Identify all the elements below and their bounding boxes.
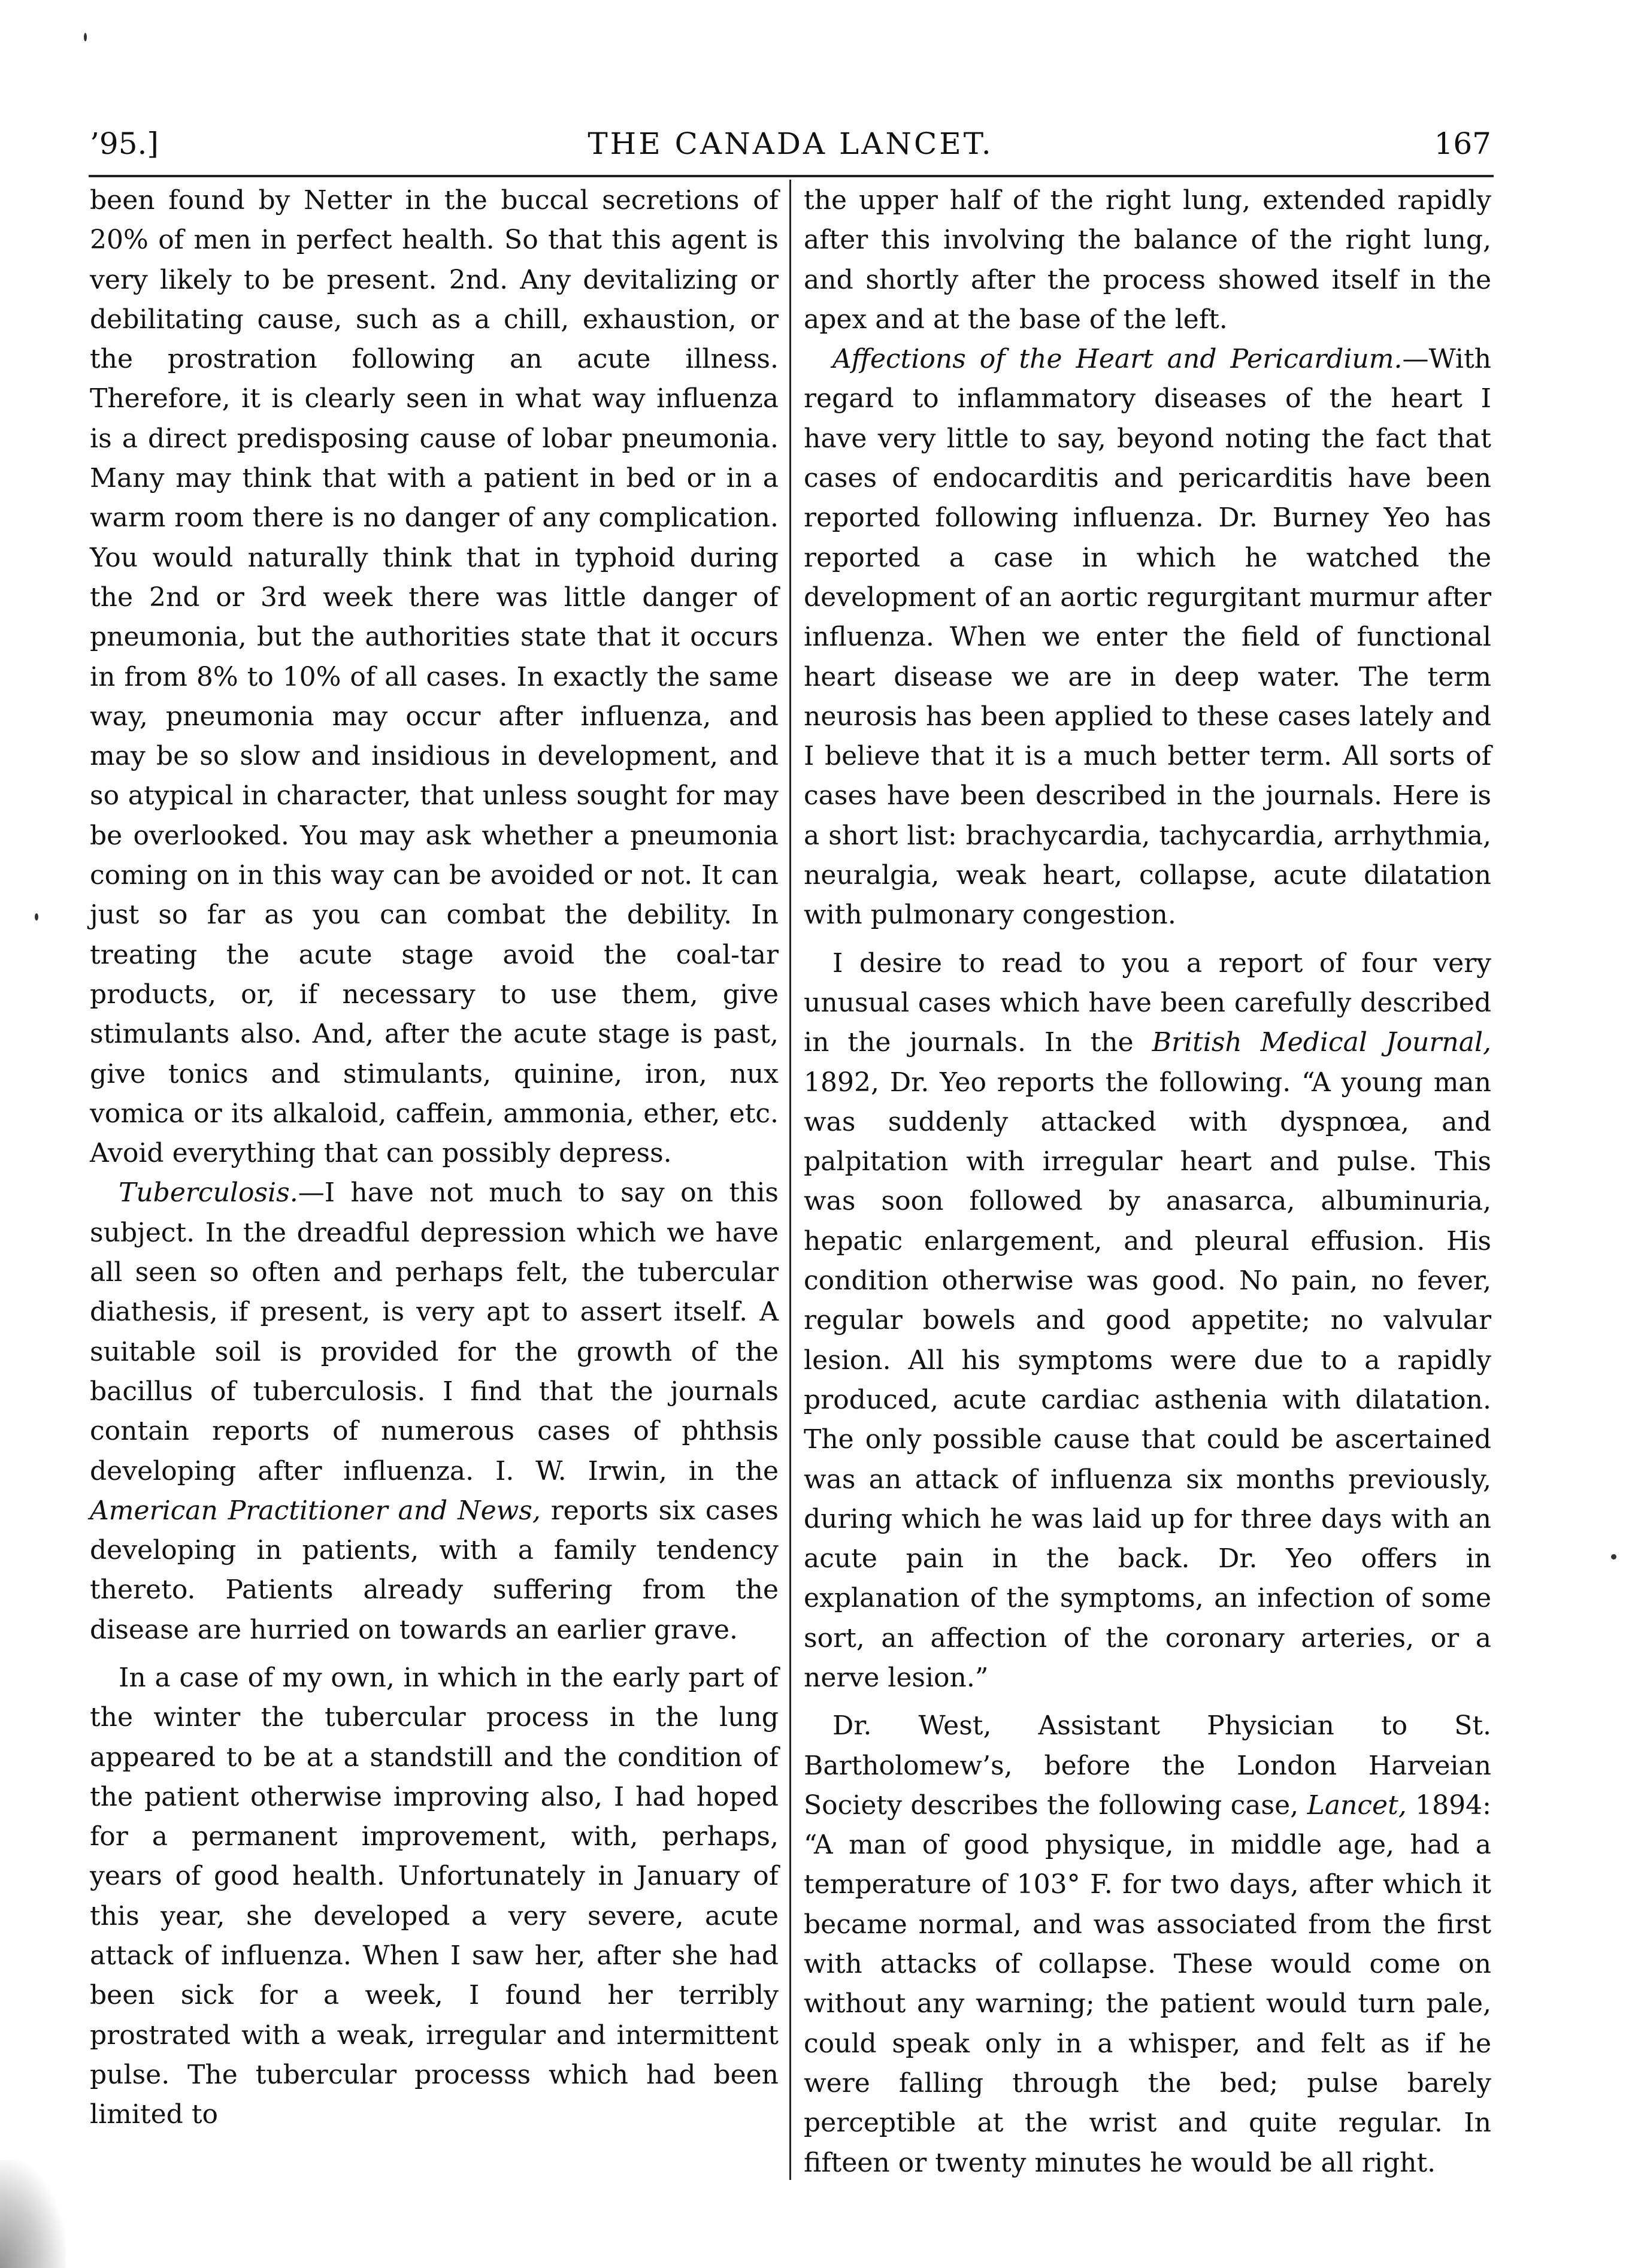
journal-citation: British Medical Journal, <box>1152 1027 1491 1058</box>
right-column <box>804 181 1491 2183</box>
yeo-case-lead: I desire to read to you a report of four very unusual cases which have been carefully described in the journals. In the <box>804 947 1491 1058</box>
paragraph-tuberculosis <box>90 1173 779 1650</box>
paragraph-heart <box>804 340 1491 935</box>
tuberculosis-text: —I have not much to say on this subject. In the dreadful depression which we have all seen so often and perhaps felt, the tubercular diathesis, if present, is very apt to assert itself. A suitable soil is provided for the growth of the bacillus of tuberculosis. I find that the journals contain reports of numerous cases of phthsis developing after influenza. I. W. Irwin, in the <box>90 1177 779 1486</box>
west-case-text: 1894: “A man of good physique, in middle age, had a temperature of 103° F. for two days, after which it became normal, and was associated from the first with attacks of collapse. These would come on without any warning; the patient would turn pale, could speak only in a whisper, and felt as if he were falling through the bed; pulse barely perceptible at the wrist and quite regular. In fifteen or twenty minutes he would be all right. <box>804 1789 1491 2178</box>
paragraph-yeo-case <box>804 944 1491 1698</box>
column-divider <box>789 180 791 2180</box>
paragraph-own-case: In a case of my own, in which in the early part of the winter the tubercular process in the lung appeared to be at a standstill and the condition of the patient otherwise improving also, I had hoped for a permanent improvement, with, perhaps, years of good health. Unfortunately in January of this year, she developed a very severe, acute attack of influenza. When I saw her, after she had been sick for a week, I found her terribly prostrated with a weak, irregular and intermittent pulse. The tubercular processs which had been limited to <box>90 1662 779 2130</box>
header-year: ’95.] <box>90 126 159 161</box>
header-rule <box>89 175 1494 177</box>
left-column <box>90 181 779 2135</box>
paragraph-west-case <box>804 1706 1491 2183</box>
journal-citation: American Practitioner and News, <box>90 1495 541 1526</box>
page-number: 167 <box>1434 126 1491 161</box>
scan-shadow <box>0 2160 66 2268</box>
heart-text: —With regard to inflammatory diseases of the heart I have very little to say, beyond noting the fact that cases of endocarditis and pericarditis have been reported following influenza. Dr. Burney Yeo has reported a case in which he watched the development of an aortic regurgitant murmur after influenza. When we enter the field of functional heart disease we are in deep water. The term neurosis has been applied to these cases lately and I believe that it is a much better term. All sorts of cases have been described in the journals. Here is a short list: brachycardia, tachycardia, arrhythmia, neuralgia, weak heart, collapse, acute dilatation with pulmonary congestion. <box>804 344 1491 931</box>
section-heading-tuberculosis: Tuberculosis. <box>119 1177 298 1209</box>
paragraph-lung-continued: the upper half of the right lung, extended rapidly after this involving the balance of the right lung, and shortly after the process showed itself in the apex and at the base of the left. <box>804 185 1491 335</box>
yeo-case-text: 1892, Dr. Yeo reports the following. “A young man was suddenly attacked with dyspnœa, and palpitation with irregular heart and pulse. This was soon followed by anasarca, albuminuria, hepatic enlargement, and pleural effusion. His condition otherwise was good. No pain, no fever, regular bowels and good appetite; no valvular lesion. All his symptoms were due to a rapidly produced, acute cardiac asthenia with dilatation. The only possible cause that could be ascertained was an attack of influenza six months previously, during which he was laid up for three days with an acute pain in the back. Dr. Yeo offers in explanation of the symptoms, an infection of some sort, an affection of the coronary arteries, or a nerve lesion.” <box>804 1067 1491 1693</box>
ink-speck <box>1611 1554 1616 1560</box>
running-header <box>90 120 1491 168</box>
journal-title: THE CANADA LANCET. <box>588 126 994 161</box>
tuberculosis-text-tail: reports six cases developing in patients, with a family tendency thereto. Patients already suffering from the disease are hurried on towards an earlier grave. <box>90 1495 779 1645</box>
paragraph-pneumonia-continued: been found by Netter in the buccal secretions of 20% of men in perfect health. So that this agent is very likely to be present. 2nd. Any devitalizing or debilitating cause, such as a chill, exhaustion, or the prostration following an acute illness. Therefore, it is clearly seen in what way influenza is a direct predisposing cause of lobar pneumonia. Many may think that with a patient in bed or in a warm room there is no danger of any complication. You would naturally think that in typhoid during the 2nd or 3rd week there was little danger of pneumonia, but the authorities state that it occurs in from 8% to 10% of all cases. In exactly the same way, pneumonia may occur after influenza, and may be so slow and insidious in development, and so atypical in character, that unless sought for may be overlooked. You may ask whether a pneumonia coming on in this way can be avoided or not. It can just so far as you can combat the debility. In treating the acute stage avoid the coal-tar products, or, if necessary to use them, give stimulants also. And, after the acute stage is past, give tonics and stimulants, quinine, iron, nux vomica or its alkaloid, caffein, ammonia, ether, etc. Avoid everything that can possibly depress. <box>90 185 779 1169</box>
west-case-lead: Dr. West, Assistant Physician to St. Bartholomew’s, before the London Harveian Society describes the following case, <box>804 1710 1491 1821</box>
journal-citation: Lancet, <box>1307 1789 1407 1821</box>
section-heading-heart: Affections of the Heart and Pericardium. <box>832 344 1403 375</box>
ink-speck <box>84 33 87 41</box>
ink-speck <box>35 913 38 920</box>
